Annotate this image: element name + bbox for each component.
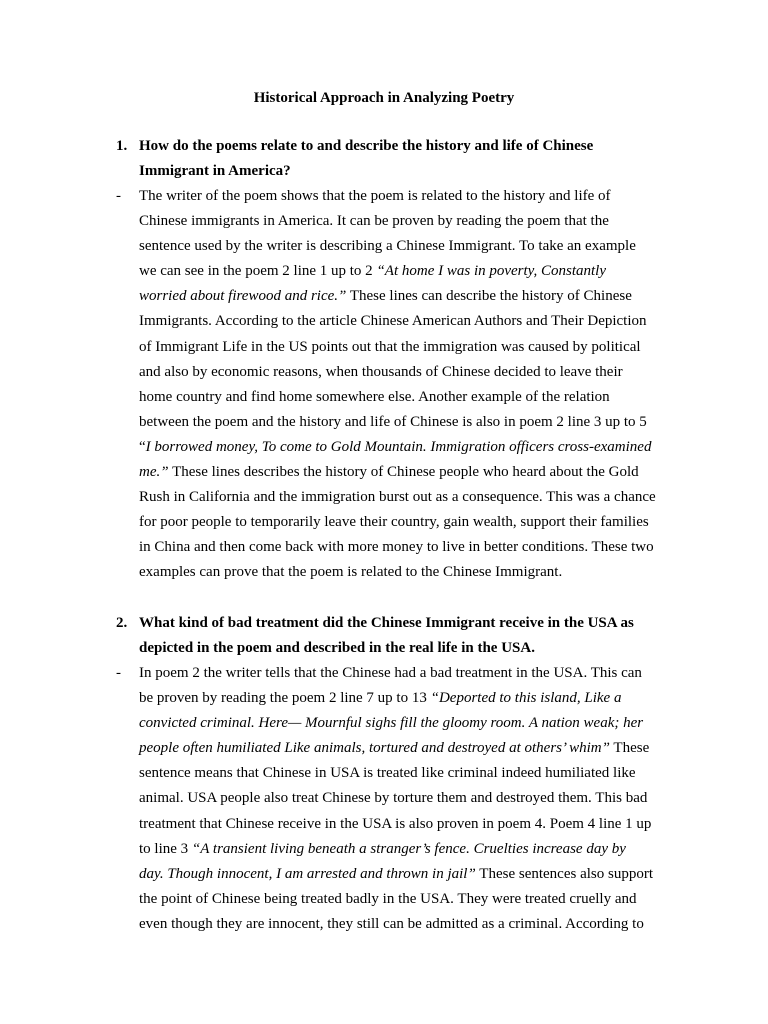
quoted-poem-text: day. Though innocent, I am arrested and thrown in jail” — [139, 865, 476, 882]
answer-line — [139, 510, 679, 535]
answer-text: in China and then come back with more money to live in better conditions. These two — [139, 539, 654, 556]
answer-line — [139, 485, 679, 510]
answer-line — [139, 335, 679, 360]
answer-line — [139, 385, 679, 410]
answer-line — [139, 786, 679, 811]
answer-line — [139, 736, 679, 761]
answer-line — [139, 234, 679, 259]
answer-line — [139, 887, 679, 912]
question-line: depicted in the poem and described in the real life in the USA. — [139, 640, 535, 657]
answer-text: between the poem and the history and life of Chinese is also in poem 2 line 3 up to 5 — [139, 413, 647, 430]
quoted-poem-text: worried about firewood and rice.” — [139, 288, 347, 305]
bullet-dash: - — [116, 188, 121, 204]
answer-line — [139, 259, 679, 284]
answer-line — [139, 284, 679, 309]
question-line: What kind of bad treatment did the Chinese Immigrant receive in the USA as — [139, 615, 634, 631]
quoted-poem-text: me.” — [139, 464, 169, 481]
quoted-poem-text: “At home I was in poverty, Constantly — [376, 263, 607, 280]
answer-text: Chinese immigrants in America. It can be proven by reading the poem that the — [139, 213, 609, 230]
answer-text: The writer of the poem shows that the poem is related to the history and life of — [139, 188, 611, 204]
answer-text: and also by economic reasons, when thousands of Chinese decided to leave their — [139, 363, 623, 380]
answer-text: These lines can describe the history of Chinese — [346, 288, 632, 305]
answer-text: for poor people to temporarily leave their country, gain wealth, support their families — [139, 514, 649, 531]
answer-text: treatment that Chinese receive in the USA is also proven in poem 4. Poem 4 line 1 up — [139, 815, 652, 832]
question-line: How do the poems relate to and describe the history and life of Chinese — [139, 138, 594, 154]
quoted-poem-text: “A transient living beneath a stranger’s fence. Cruelties increase day by — [191, 840, 626, 857]
quoted-poem-text: “Deported to this island, Like a — [430, 690, 622, 707]
answer-line — [139, 184, 679, 209]
answer-text: These — [609, 740, 650, 757]
question-line: Immigrant in America? — [139, 163, 291, 180]
answer-text: to line 3 — [139, 840, 192, 857]
question-number-1: 1. — [116, 138, 128, 154]
answer-text: sentence means that Chinese in USA is treated like criminal indeed humiliated like — [139, 765, 636, 782]
answer-text: These sentences also support — [475, 865, 653, 882]
answer-line — [139, 410, 679, 435]
answer-text: examples can prove that the poem is related to the Chinese Immigrant. — [139, 564, 563, 581]
answer-line — [139, 761, 679, 786]
answer-line — [139, 661, 679, 686]
answer-text: be proven by reading the poem 2 line 7 up to 13 — [139, 690, 431, 707]
answer-text: animal. USA people also treat Chinese by torture them and destroyed them. This bad — [139, 790, 648, 807]
question-2 — [139, 611, 679, 661]
answer-text: “ — [139, 438, 146, 455]
answer-line — [139, 812, 679, 837]
answer-text: even though they are innocent, they still can be admitted as a criminal. According to — [139, 915, 644, 932]
answer-line — [139, 862, 679, 887]
bullet-dash: - — [116, 665, 121, 681]
answer-line — [139, 435, 679, 460]
answer-text: of Immigrant Life in the US points out that the immigration was caused by political — [139, 338, 641, 355]
quoted-poem-text: convicted criminal. Here— Mournful sighs fill the gloomy room. A nation weak; her — [139, 715, 644, 732]
answer-text: Rush in California and the immigration burst out as a consequence. This was a chance — [139, 489, 656, 506]
answer-line — [139, 837, 679, 862]
answer-text: the point of Chinese being treated badly in the USA. They were treated cruelly and — [139, 890, 637, 907]
question-1 — [139, 134, 679, 184]
answer-line — [139, 912, 679, 937]
answer-line — [139, 535, 679, 560]
answer-text: These lines describes the history of Chinese people who heard about the Gold — [168, 464, 639, 481]
answer-2 — [139, 661, 679, 937]
answer-text: home country and find home somewhere else. Another example of the relation — [139, 388, 610, 405]
quoted-poem-text: people often humiliated Like animals, tortured and destroyed at others’ whim” — [139, 740, 610, 757]
quoted-poem-text: I borrowed money, To come to Gold Mountain. Immigration officers cross-examined — [145, 438, 652, 455]
answer-1 — [139, 184, 679, 586]
answer-line — [139, 560, 679, 585]
answer-text: sentence used by the writer is describing a Chinese Immigrant. To take an example — [139, 238, 636, 255]
document-title: Historical Approach in Analyzing Poetry — [253, 90, 515, 106]
answer-line — [139, 209, 679, 234]
answer-text: we can see in the poem 2 line 1 up to 2 — [139, 263, 377, 280]
question-number-2: 2. — [116, 615, 128, 631]
answer-line — [139, 711, 679, 736]
answer-line — [139, 460, 679, 485]
answer-line — [139, 686, 679, 711]
answer-line — [139, 309, 679, 334]
answer-text: In poem 2 the writer tells that the Chinese had a bad treatment in the USA. This can — [139, 665, 642, 681]
answer-text: Immigrants. According to the article Chinese American Authors and Their Depiction — [139, 313, 647, 330]
answer-line — [139, 360, 679, 385]
